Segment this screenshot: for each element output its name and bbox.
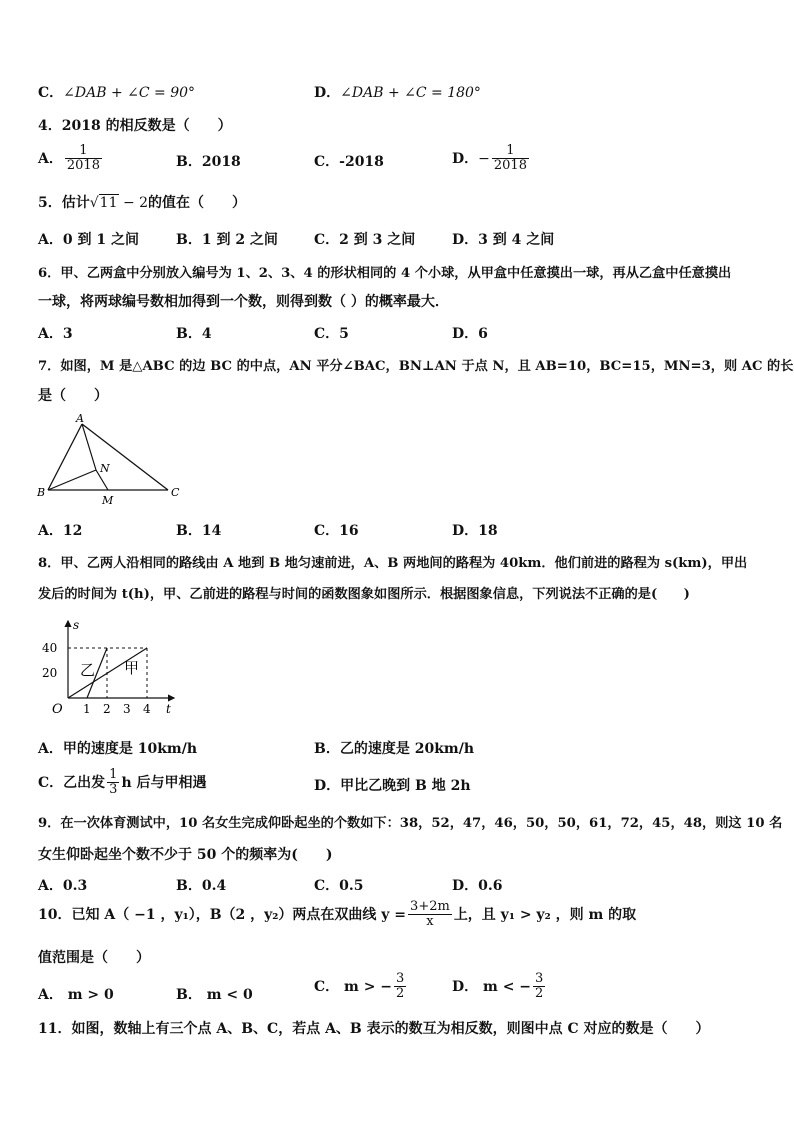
q10-stem-pre: 10．已知 A（ −1 ，y₁），B（2 ，y₂）两点在双曲线 y = (38, 906, 407, 923)
q5-option-a: A．0 到 1 之间 (38, 232, 139, 248)
q10-option-c-den: 2 (396, 986, 405, 1002)
q8-option-c-num: 1 (109, 767, 118, 782)
q10-option-c-num: 3 (396, 971, 405, 986)
q3-option-c-label: C． (38, 85, 64, 101)
q6-option-a: A．3 (38, 326, 73, 342)
q10-option-d-den: 2 (535, 986, 544, 1002)
q8-ytick-20: 20 (42, 666, 58, 680)
q9-option-a: A．0.3 (38, 878, 88, 894)
q10-option-c-pre: C． m > − (314, 978, 393, 995)
q10-option-d-num: 3 (535, 971, 544, 986)
q7-stem-line2: 是（ ） (38, 388, 108, 404)
q4-option-d-den: 2018 (493, 158, 527, 174)
q8-xtick-3: 3 (123, 702, 131, 716)
q8-stem-line2: 发后的时间为 t(h)，甲、乙前进的路程与时间的函数图象如图所示．根据图象信息，下列说法不正确的是( ) (38, 587, 690, 602)
q11-stem: 11．如图，数轴上有三个点 A、B、C，若点 A、B 表示的数互为相反数，则图中点 C 对应的数是（ ） (38, 1021, 710, 1037)
q9-option-d: D．0.6 (452, 878, 503, 894)
q10-option-c (314, 972, 408, 1002)
q10-option-c-fraction (394, 972, 406, 1002)
q7-segment-an (82, 424, 96, 470)
q7-side-ac (82, 424, 168, 490)
q10-fraction (408, 900, 452, 930)
q10-option-d-fraction (533, 972, 545, 1002)
q10-option-d-pre: D． m < − (452, 978, 532, 995)
q8-stem-line1: 8．甲、乙两人沿相同的路线由 A 地到 B 地匀速前进，A、B 两地间的路程为 40km．他们前进的路程为 s(km)，甲出 (38, 556, 748, 571)
q10-frac-num: 3+2m (410, 899, 450, 914)
q3-option-d-label: D． (314, 85, 341, 101)
q7-triangle-figure (34, 410, 184, 508)
q4-option-a-fraction (65, 144, 102, 174)
q4-option-d (452, 144, 531, 174)
q7-label-b: B (37, 486, 46, 499)
q8-xtick-1: 1 (83, 702, 91, 716)
q6-stem-line1: 6．甲、乙两盒中分别放入编号为 1、2、3、4 的形状相同的 4 个小球，从甲盒中任意摸出一球，再从乙盒中任意摸出 (38, 266, 732, 281)
q5-stem-pre: 5．估计 (38, 195, 90, 211)
q7-option-d: D．18 (452, 523, 498, 539)
q7-option-b: B．14 (176, 523, 222, 539)
q8-option-a: A．甲的速度是 10km/h (38, 741, 198, 757)
q8-option-d: D．甲比乙晚到 B 地 2h (314, 778, 471, 794)
q8-xtick-4: 4 (143, 702, 151, 716)
q10-frac-den: x (426, 914, 434, 930)
q9-option-c: C．0.5 (314, 878, 364, 894)
q8-label-yi: 乙 (80, 661, 96, 679)
q6-option-d: D．6 (452, 326, 488, 342)
q8-ytick-40: 40 (42, 641, 58, 655)
q4-option-a-den: 2018 (66, 158, 100, 174)
q7-segment-bn (48, 470, 96, 490)
q10-stem-post: 上，且 y₁ > y₂ ，则 m 的取 (453, 906, 637, 923)
q4-option-d-fraction (492, 144, 529, 174)
q4-option-c: C．-2018 (314, 154, 384, 170)
q8-s-label: s (73, 618, 80, 632)
q7-option-c: C．16 (314, 523, 359, 539)
q3-option-c (38, 82, 195, 102)
q8-option-c-den: 3 (109, 782, 118, 798)
q4-option-d-label: D． (452, 150, 479, 167)
q8-option-c-pre: C．乙出发 (38, 774, 106, 791)
q6-stem-line2: 一球，将两球编号数相加得到一个数，则得到数（ ）的概率最大． (38, 294, 449, 310)
q7-option-a: A．12 (38, 523, 83, 539)
q8-option-c (38, 768, 207, 798)
q10-option-d (452, 972, 547, 1002)
q4-option-a-label: A． (38, 150, 63, 167)
q5-option-c: C．2 到 3 之间 (314, 232, 416, 248)
q5-stem (38, 192, 246, 212)
q8-origin-label: O (52, 702, 63, 717)
q6-option-c: C．5 (314, 326, 349, 342)
q10-option-b: B． m < 0 (176, 987, 253, 1003)
q5-radicand: 11 (99, 195, 118, 211)
q7-stem-line1: 7．如图，M 是△ABC 的边 BC 的中点，AN 平分∠BAC，BN⊥AN 于点 N，且 AB=10，BC=15，MN=3，则 AC 的长 (38, 359, 794, 374)
q3-option-d (314, 82, 481, 102)
q4-option-a (38, 144, 104, 174)
q8-t-label: t (166, 702, 171, 716)
q5-option-b: B．1 到 2 之间 (176, 232, 278, 248)
q5-stem-mid: − 2 (118, 195, 149, 211)
q8-option-c-post: h 后与甲相遇 (121, 774, 207, 791)
q4-option-b: B．2018 (176, 154, 241, 170)
q8-option-b: B．乙的速度是 20km/h (314, 741, 474, 757)
q8-option-c-fraction (107, 768, 119, 798)
q6-option-b: B．4 (176, 326, 212, 342)
q3-option-d-expr: ∠DAB + ∠C = 180° (340, 85, 481, 101)
q10-stem-line1 (38, 900, 636, 930)
q7-side-ab (48, 424, 82, 490)
q5-option-d: D．3 到 4 之间 (452, 232, 555, 248)
q9-stem-line1: 9．在一次体育测试中，10 名女生完成仰卧起坐的个数如下：38，52，47，46，50，50，61，72，45，48，则这 10 名 (38, 816, 783, 831)
q4-stem: 4．2018 的相反数是（ ） (38, 118, 232, 134)
q7-label-a: A (76, 412, 84, 425)
q8-distance-time-graph (38, 615, 188, 720)
q8-label-jia: 甲 (124, 659, 140, 677)
q9-option-b: B．0.4 (176, 878, 227, 894)
q5-stem-post: 的值在（ ） (148, 195, 247, 211)
q7-label-c: C (171, 486, 180, 499)
q4-option-d-sign: − (478, 150, 490, 167)
q9-stem-line2: 女生仰卧起坐个数不少于 50 个的频率为( ) (38, 847, 333, 863)
q7-label-n: N (100, 462, 110, 475)
q4-option-d-num: 1 (492, 144, 529, 159)
q10-option-a: A． m > 0 (38, 987, 114, 1003)
q10-stem-line2: 值范围是（ ） (38, 950, 150, 966)
q5-sqrt: √11 (89, 195, 118, 211)
q3-option-c-expr: ∠DAB + ∠C = 90° (63, 85, 196, 101)
q7-label-m: M (102, 494, 114, 507)
q8-xtick-2: 2 (103, 702, 111, 716)
q4-option-a-num: 1 (65, 144, 102, 159)
